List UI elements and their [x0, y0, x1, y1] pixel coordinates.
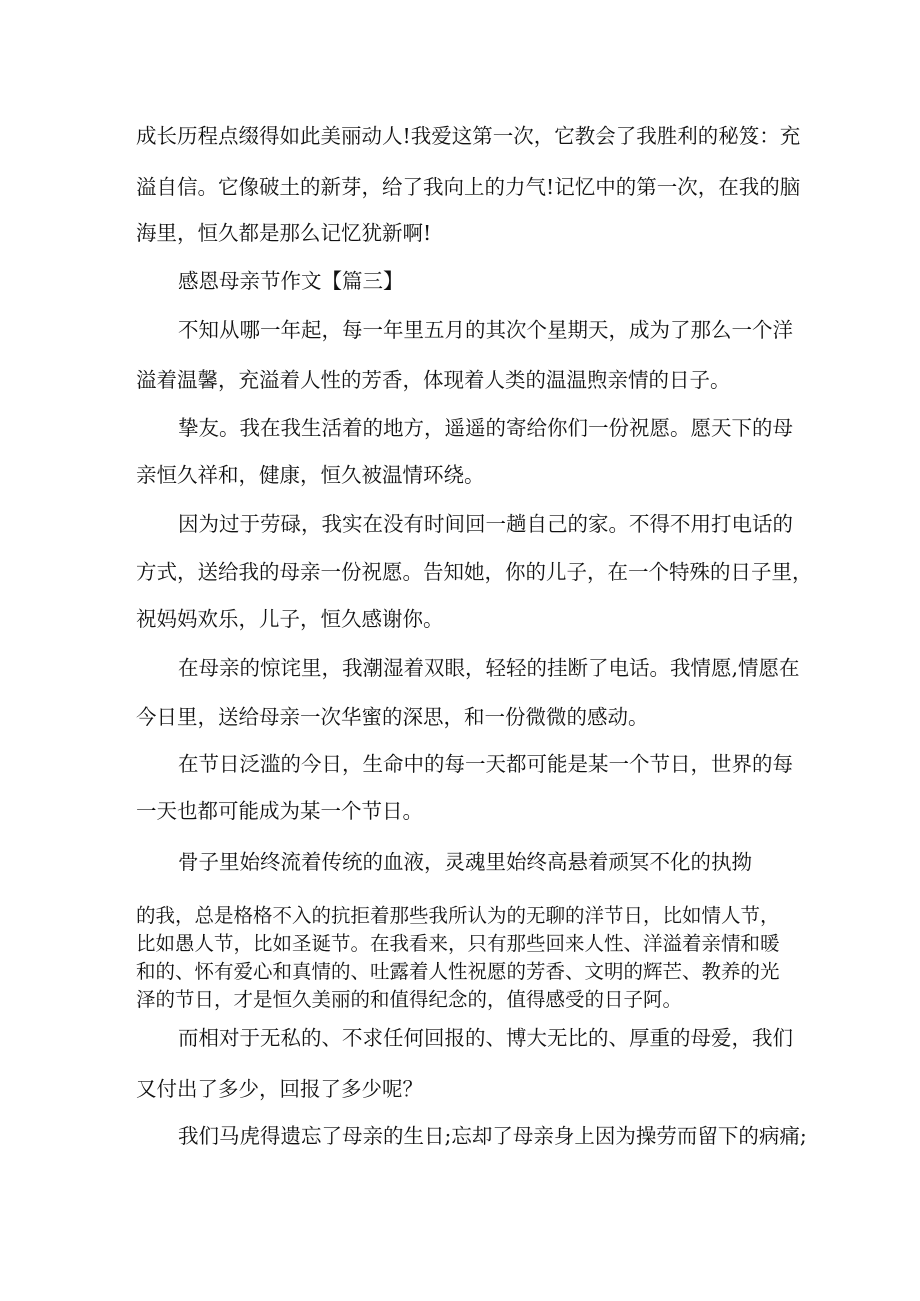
paragraph-line: 因为过于劳碌，我实在没有时间回一趟自己的家。不得不用打电话的 [178, 512, 793, 536]
paragraph-line: 骨子里始终流着传统的血液，灵魂里始终高悬着顽冥不化的执拗 [178, 850, 752, 874]
section-heading: 感恩母亲节作文【篇三】 [178, 269, 404, 293]
paragraph-line: 溢着温馨，充溢着人性的芳香，体现着人类的温温煦亲情的日子。 [136, 368, 731, 392]
paragraph-line: 的我，总是格格不入的抗拒着那些我所认为的无聊的洋节日，比如情人节， [136, 904, 780, 927]
paragraph-line: 挚友。我在我生活着的地方，遥遥的寄给你们一份祝愿。愿天下的母 [178, 416, 793, 440]
paragraph-line: 和的、怀有爱心和真情的、吐露着人性祝愿的芳香、文明的辉芒、教养的光 [136, 960, 780, 983]
paragraph-line: 今日里，送给母亲一次华蜜的深思，和一份微微的感动。 [136, 705, 649, 729]
paragraph-line: 海里，恒久都是那么记忆犹新啊! [136, 221, 432, 245]
paragraph-line: 又付出了多少，回报了多少呢？ [136, 1077, 423, 1101]
paragraph-line: 在节日泛滥的今日，生命中的每一天都可能是某一个节日，世界的每 [178, 752, 793, 776]
paragraph-line: 成长历程点缀得如此美丽动人!我爱这第一次，它教会了我胜利的秘笈：充 [136, 124, 801, 148]
paragraph-line: 一天也都可能成为某一个节日。 [136, 799, 423, 823]
paragraph-line: 方式，送给我的母亲一份祝愿。告知她，你的儿子，在一个特殊的日子里， [136, 560, 813, 584]
paragraph-line: 我们马虎得遗忘了母亲的生日;忘却了母亲身上因为操劳而留下的病痛; [178, 1124, 807, 1148]
paragraph-line: 祝妈妈欢乐，儿子，恒久感谢你。 [136, 607, 444, 631]
paragraph-line: 溢自信。它像破土的新芽，给了我向上的力气!记忆中的第一次，在我的脑 [136, 175, 801, 199]
paragraph-line: 在母亲的惊诧里，我潮湿着双眼，轻轻的挂断了电话。我情愿,情愿在 [178, 656, 800, 680]
paragraph-line: 不知从哪一年起，每一年里五月的其次个星期天，成为了那么一个洋 [178, 318, 793, 342]
paragraph-line: 亲恒久祥和，健康，恒久被温情环绕。 [136, 463, 485, 487]
paragraph-line: 比如愚人节，比如圣诞节。在我看来，只有那些回来人性、洋溢着亲情和暖 [136, 932, 780, 955]
paragraph-line: 而相对于无私的、不求任何回报的、博大无比的、厚重的母爱，我们 [178, 1026, 793, 1050]
paragraph-line: 泽的节日，才是恒久美丽的和值得纪念的，值得感受的日子阿。 [136, 988, 683, 1011]
